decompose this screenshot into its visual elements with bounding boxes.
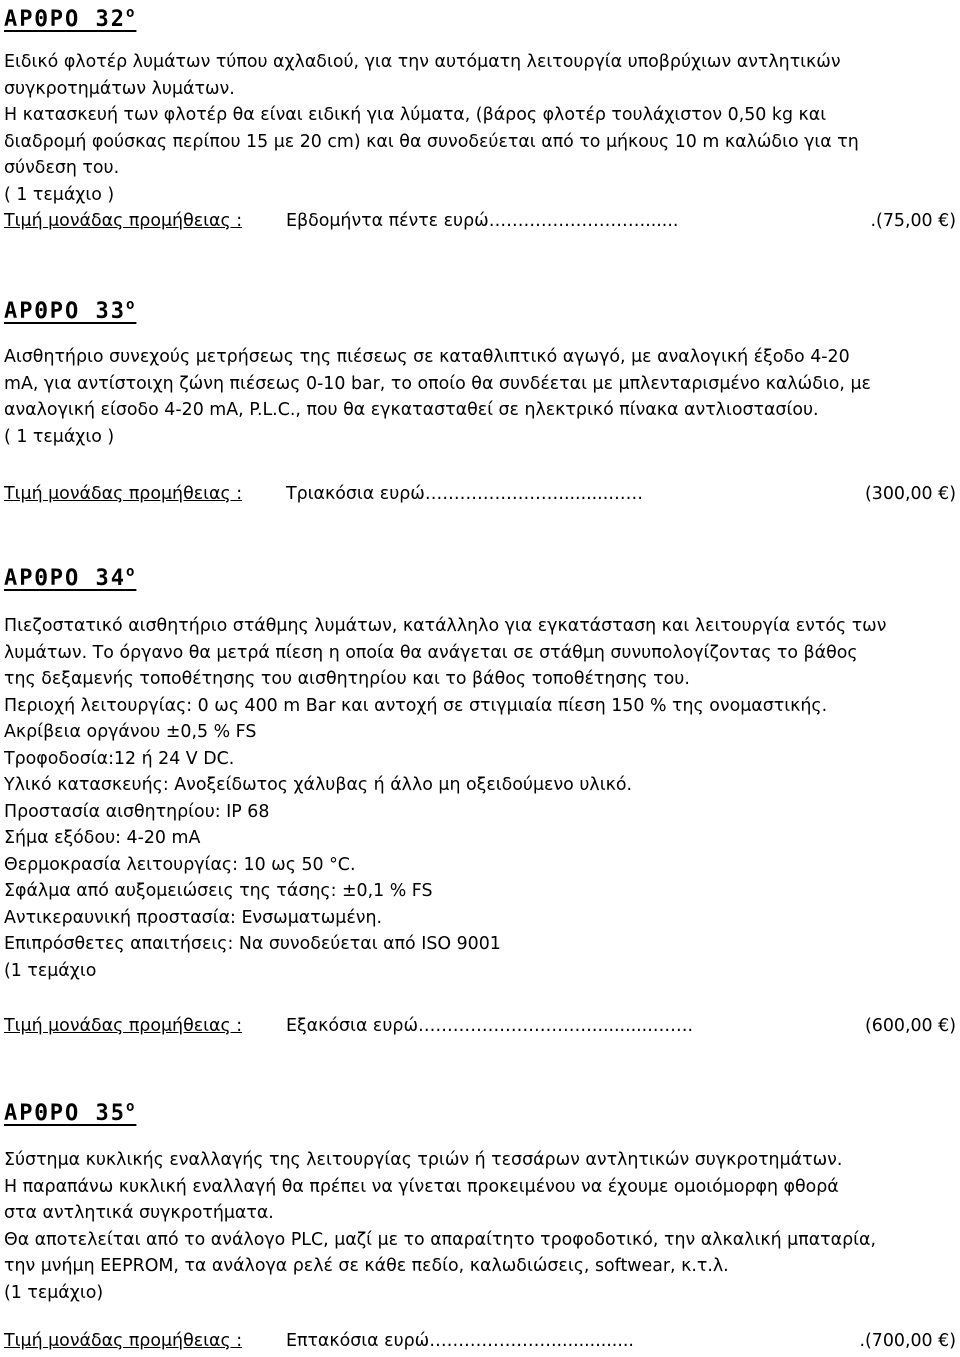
article-body [4, 344, 956, 450]
unit-price-row [4, 1328, 956, 1355]
body-line: Θα αποτελείται από το ανάλογο PLC, μαζί με το απαραίτητο τροφοδοτικό, την αλκαλική μπαταρία, [4, 1229, 877, 1250]
body-line: Πιεζοστατικό αισθητήριο στάθμης λυμάτων, κατάλληλο για εγκατάσταση και λειτουργία εντός των [4, 616, 887, 636]
unit-price-value: .(700,00 €) [859, 1331, 956, 1351]
body-line: Υλικό κατασκευής: Ανοξείδωτος χάλυβας ή άλλο μη οξειδούμενο υλικό. [4, 775, 632, 795]
unit-price-row [4, 208, 956, 235]
article-35 [4, 1094, 956, 1127]
body-line: αναλογική είσοδο 4-20 mA, P.L.C., που θα εγκατασταθεί σε ηλεκτρικό πίνακα αντλιοστασίου. [4, 400, 819, 420]
unit-price-row [4, 481, 956, 508]
unit-price-value: .(75,00 €) [870, 211, 956, 231]
article-price [4, 1328, 956, 1355]
unit-price-words: Τριακόσια ευρώ……………………........…… [286, 484, 644, 504]
unit-price-value: (600,00 €) [864, 1016, 956, 1036]
quantity-line: ( 1 τεμάχιο ) [4, 426, 115, 447]
unit-price-row [4, 1013, 956, 1040]
body-line: συγκροτημάτων λυμάτων. [4, 78, 235, 99]
body-line: mA, για αντίστοιχη ζώνη πιέσεως 0-10 bar, το οποίο θα συνδέεται με μπλενταρισμένο καλώδιο, με [4, 373, 871, 394]
body-line: στα αντλητικά συγκροτήματα. [4, 1203, 274, 1223]
article-32 [4, 0, 956, 33]
body-line: σύνδεση του. [4, 158, 120, 178]
body-line: Προστασία αισθητηρίου: IP 68 [4, 801, 270, 822]
unit-price-words: Εξακόσια ευρώ…………………………...........……. [286, 1016, 694, 1036]
article-body [4, 613, 956, 984]
body-line: Περιοχή λειτουργίας: 0 ως 400 m Bar και αντοχή σε στιγμιαία πίεση 150 % της ονομαστικής. [4, 695, 828, 716]
body-line: Η κατασκευή των φλοτέρ θα είναι ειδική για λύματα, (βάρος φλοτέρ τουλάχιστον 0,50 kg και [4, 105, 827, 125]
article-33 [4, 292, 956, 325]
unit-price-words: Εβδομήντα πέντε ευρώ………………………...... [286, 211, 679, 231]
article-heading: ΑΡΘΡΟ $34^o$ [4, 564, 137, 591]
article-heading: ΑΡΘΡΟ $35^o$ [4, 1099, 137, 1126]
unit-price-value: (300,00 €) [864, 484, 956, 504]
body-line: Επιπρόσθετες απαιτήσεις: Να συνοδεύεται από ISO 9001 [4, 934, 501, 954]
article-heading: ΑΡΘΡΟ $32^o$ [4, 5, 137, 32]
article-price [4, 481, 956, 508]
body-line: Τροφοδοσία:12 ή 24 V DC. [4, 748, 235, 769]
article-body [4, 49, 956, 235]
body-line: Σύστημα κυκλικής εναλλαγής της λειτουργίας τριών ή τεσσάρων αντλητικών συγκροτημάτων. [4, 1150, 843, 1170]
quantity-line: ( 1 τεμάχιο ) [4, 184, 115, 205]
body-line: Θερμοκρασία λειτουργίας: 10 ως 50 °C. [4, 854, 356, 875]
article-price [4, 1013, 956, 1040]
unit-price-label: Τιμή μονάδας προμήθειας : [4, 484, 243, 504]
quantity-line: (1 τεμάχιο [4, 960, 97, 981]
unit-price-words: Επτακόσια ευρώ…………………............... [286, 1331, 634, 1351]
body-line: Σήμα εξόδου: 4-20 mA [4, 828, 201, 848]
body-line: λυμάτων. Το όργανο θα μετρά πίεση η οποία θα ανάγεται σε στάθμη συνυπολογίζοντας το βάθος [4, 642, 858, 663]
body-line: Αισθητήριο συνεχούς μετρήσεως της πιέσεως σε καταθλιπτικό αγωγό, με αναλογική έξοδο 4-20 [4, 347, 850, 367]
unit-price-label: Τιμή μονάδας προμήθειας : [4, 1331, 243, 1351]
article-heading: ΑΡΘΡΟ $33^o$ [4, 297, 137, 324]
quantity-line: (1 τεμάχιο) [4, 1282, 104, 1303]
body-line: διαδρομή φούσκας περίπου 15 με 20 cm) και θα συνοδεύεται από το μήκους 10 m καλώδιο για τη [4, 131, 859, 152]
article-body [4, 1147, 956, 1306]
body-line: Ειδικό φλοτέρ λυμάτων τύπου αχλαδιού, για την αυτόματη λειτουργία υποβρύχιων αντλητικών [4, 52, 841, 72]
article-34 [4, 559, 956, 592]
body-line: την μνήμη EEPROM, τα ανάλογα ρελέ σε κάθε πεδίο, καλωδιώσεις, softwear, κ.τ.λ. [4, 1256, 729, 1276]
body-line: Σφάλμα από αυξομειώσεις της τάσης: ±0,1 % FS [4, 881, 433, 901]
unit-price-label: Τιμή μονάδας προμήθειας : [4, 1016, 243, 1036]
body-line: Αντικεραυνική προστασία: Ενσωματωμένη. [4, 907, 383, 928]
body-line: της δεξαμενής τοποθέτησης του αισθητηρίου και το βάθος τοποθέτησης του. [4, 669, 690, 689]
body-line: Η παραπάνω κυκλική εναλλαγή θα πρέπει να γίνεται προκειμένου να έχουμε ομοιόμορφη φθορά [4, 1176, 839, 1197]
unit-price-label: Τιμή μονάδας προμήθειας : [4, 211, 243, 231]
body-line: Ακρίβεια οργάνου ±0,5 % FS [4, 722, 257, 742]
